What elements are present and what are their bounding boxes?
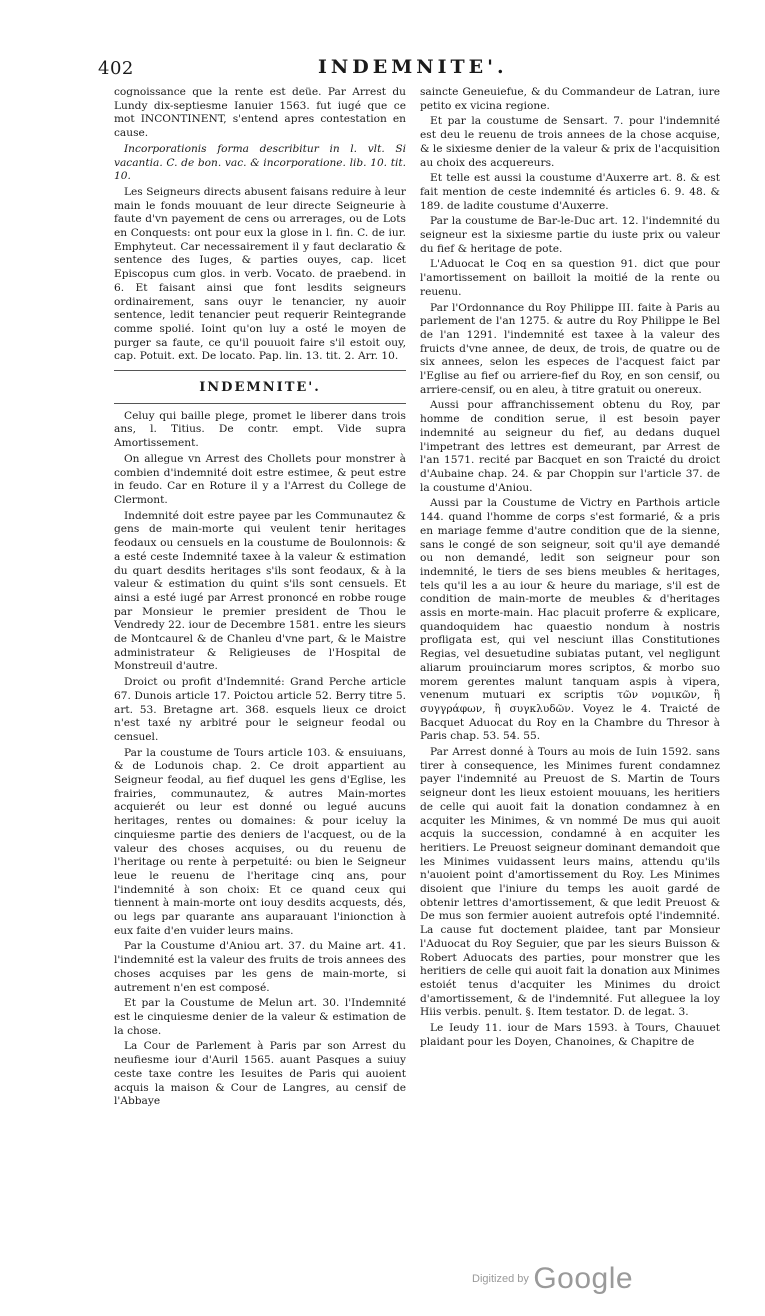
citation-paragraph: Incorporationis forma describitur in l. vlt. Si vacantia. C. de bon. vac. & incorporatione. lib. 10. tit. 10. xyxy=(114,142,406,183)
paragraph: Par la coustume de Bar-le-Duc art. 12. l'indemnité du seigneur est la sixiesme partie du iuste prix ou valeur du fief & heritage de pote. xyxy=(420,215,720,255)
paragraph: Par l'Ordonnance du Roy Philippe III. faite à Paris au parlement de l'an 1275. & autre du Roy Philippe le Bel de l'an 1291. l'indemnité est taxee à la valeur des fruicts d'vne annee, de deux, de trois, de quatre ou de six annees, selon les especes de l'acquest faict par l'Eglise au fief ou arriere-fief du Roy, en son censif, ou arriere-censif, ou en aleu, à titre gratuit ou onereux. xyxy=(420,301,720,396)
paragraph: Et par la coustume de Sensart. 7. pour l'indemnité est deu le reuenu de trois annees de la chose acquise, & le sixiesme denier de la valeur & prix de l'acquisition au choix des acquereurs. xyxy=(420,115,720,169)
paragraph: Aussi pour affranchissement obtenu du Roy, par homme de condition serue, il est besoin payer indemnité au seigneur du fief, au dedans duquel l'impetrant des lettres est demeurant, par Arrest de l'an 1571. recité par Bacquet en son Traicté du droict d'Aubaine chap. 24. & par Choppin sur l'article 37. de la coustume d'Aniou. xyxy=(420,399,720,494)
paragraph: saincte Geneuiefue, & du Commandeur de Latran, iure petito ex vicina regione. xyxy=(420,86,720,112)
page-number: 402 xyxy=(98,58,134,79)
left-column xyxy=(114,86,406,1111)
section-divider xyxy=(114,370,406,371)
google-watermark xyxy=(472,1262,633,1296)
paragraph: L'Aduocat le Coq en sa question 91. dict que pour l'amortissement on bailloit la moitié de la rente ou reuenu. xyxy=(420,258,720,298)
paragraph: On allegue vn Arrest des Chollets pour monstrer à combien d'indemnité doit estre estimee, & peut estre in feudo. Car en Roture il y a l'Arrest du College de Clermont. xyxy=(114,452,406,506)
running-title: INDEMNITE'. xyxy=(318,56,508,78)
paragraph: Droict ou profit d'Indemnité: Grand Perche article 67. Dunois article 17. Poictou article 52. Berry titre 5. art. 53. Bretagne art. 368. esquels lieux ce droict n'est taxé ny arbitré pour le seigneur feodal ou censuel. xyxy=(114,676,406,743)
google-logo: Google xyxy=(533,1262,634,1295)
paragraph: Indemnité doit estre payee par les Communautez & gens de main-morte qui veulent tenir heritages feodaux ou censuels en la coustume de Boulonnois: & a esté ceste Indemnité taxee à la valeur & estimation du quart desdits heritages s'ils sont feodaux, & à la valeur & estimation du quint s'ils sont censuels. Et ainsi a esté iugé par Arrest prononcé en robbe rouge par Monsieur le premier president de Thou le Vendredy 22. iour de Decembre 1581. entre les sieurs de Montcaurel & de Chanleu d'vne part, & le Maistre administrateur & Religieuses de l'Hospital de Monstreuil d'autre. xyxy=(114,509,406,673)
paragraph: Celuy qui baille plege, promet le liberer dans trois ans, l. Titius. De contr. empt. Vide supra Amortissement. xyxy=(114,409,406,450)
paragraph: Aussi par la Coustume de Victry en Parthois article 144. quand l'homme de corps s'est formarié, & a pris en mariage femme d'autre condition que de la sienne, sans le congé de son seigneur, soit qu'il aye demandé ou non demandé, ledit son seigneur pour son indemnité, le tiers de ses biens meubles & heritages, tels qu'il les a au iour & heure du mariage, s'il est de condition de main-morte de meubles & d'heritages assis en morte-main. Hac placuit proferre & explicare, quandoquidem hac quaestio nondum à nostris profligata est, qui vel nesciunt illas Constitutiones Regias, vel desuetudine subiatas putant, vel negligunt aliarum prouinciarum mores scriptos, & morbo suo morem gerentes malunt tanquam aspis à vipera, venenum mutuari ex scriptis τῶν νομικῶν, ἢ συγγράφων, ἢ συγκλυδῶν. Voyez le 4. Traicté de Bacquet Aduocat du Roy en la Chambre du Thresor à Paris chap. 53. 54. 55. xyxy=(420,497,720,743)
paragraph: Par la coustume de Tours article 103. & ensuiuans, & de Lodunois chap. 2. Ce droit appartient au Seigneur feodal, au fief duquel les gens d'Eglise, les frairies, communautez, & autres Main-mortes acquierét ou leur est donné ou legué aucuns heritages, rentes ou domaines: & pour iceluy la cinquiesme partie des deniers de l'acquest, ou de la valeur des choses acquises, ou du reuenu de l'heritage ou rente à perpetuité: ou bien le Seigneur leue le reuenu de l'heritage cinq ans, pour l'indemnité à son choix: Et ce quand ceux qui tiennent à main-morte ont iouy desdits acquests, dés, ou legs par quarante ans auparauant l'inionction à eux faite d'en vuider leurs mains. xyxy=(114,746,406,937)
paragraph: La Cour de Parlement à Paris par son Arrest du neufiesme iour d'Auril 1565. auant Pasques a suiuy ceste taxe contre les Iesuites de Paris qui auoient acquis la maison & Cour de Langres, au censif de l'Abbaye xyxy=(114,1040,406,1108)
section-divider xyxy=(114,403,406,404)
paragraph: Par la Coustume d'Aniou art. 37. du Maine art. 41. l'indemnité est la valeur des fruits de trois annees des choses acquises par les gens de main-morte, si autrement n'en est composé. xyxy=(114,940,406,994)
paragraph: Et par la Coustume de Melun art. 30. l'Indemnité est le cinquiesme denier de la valeur & estimation de la chose. xyxy=(114,997,406,1037)
paragraph: Et telle est aussi la coustume d'Auxerre art. 8. & est fait mention de ceste indemnité és articles 6. 9. 48. & 189. de ladite coustume d'Auxerre. xyxy=(420,172,720,212)
right-column xyxy=(420,86,720,1052)
paragraph: Le Ieudy 11. iour de Mars 1593. à Tours, Chauuet plaidant pour les Doyen, Chanoines, & Chapitre de xyxy=(420,1022,720,1048)
paragraph: Par Arrest donné à Tours au mois de Iuin 1592. sans tirer à consequence, les Minimes furent condamnez payer l'indemnité au Preuost de S. Martin de Tours seigneur dont les lieux estoient mouuans, les heritiers de celle qui auoit fait la donation condamnez à en acquiter les Minimes, & vn nommé De mus qui auoit acquis la succession, condamné à en acquiter les heritiers. Le Preuost seigneur dominant demandoit que les Minimes vuidassent leurs mains, attendu qu'ils n'auoient point d'amortissement du Roy. Les Minimes disoient que l'iniure du temps les auoit gardé de obtenir lettres d'amortissement, & que ledit Preuost & De mus son fermier auoient autrefois opté l'indemnité. La cause fut doctement plaidee, tant par Monsieur l'Aduocat du Roy Seguier, que par les sieurs Buisson & Robert Aduocats des parties, pour monstrer que les heritiers de celle qui auoit fait la donation aux Minimes estoiét tenus d'acquiter les Minimes du droict d'amortissement, & de l'indemnité. Fut alleguee la loy Hiis verbis. penult. §. Item testator. D. de legat. 3. xyxy=(420,746,720,1019)
paragraph: Les Seigneurs directs abusent faisans reduire à leur main le fonds mouuant de leur directe Seigneurie à faute d'vn payement de cens ou arrerages, ou de Lots en Conquests: ont pour eux la glose in l. fin. C. de iur. Emphyteut. Car necessairement il y faut declaratio & sentence des Iuges, & parties ouyes, cap. licet Episcopus cum glos. in verb. Vocato. de praebend. in 6. Et faisant ainsi que font lesdits seigneurs ordinairement, sans ouyr le tenancier, ny auoir sentence, ledit tenancier peut requerir Reintegrande comme spolié. Ioint qu'on luy a osté le moyen de purger sa faute, ce qu'il pouuoit faire s'il estoit ouy, cap. Potuit. ext. De locato. Pap. lin. 13. tit. 2. Arr. 10. xyxy=(114,185,406,363)
watermark-prefix: Digitized by xyxy=(472,1273,529,1285)
paragraph: cognoissance que la rente est deüe. Par Arrest du Lundy dix-septiesme Ianuier 1563. fut iugé que ce mot INCONTINENT, s'entend apres contestation en cause. xyxy=(114,86,406,140)
section-heading: INDEMNITE'. xyxy=(199,380,321,396)
